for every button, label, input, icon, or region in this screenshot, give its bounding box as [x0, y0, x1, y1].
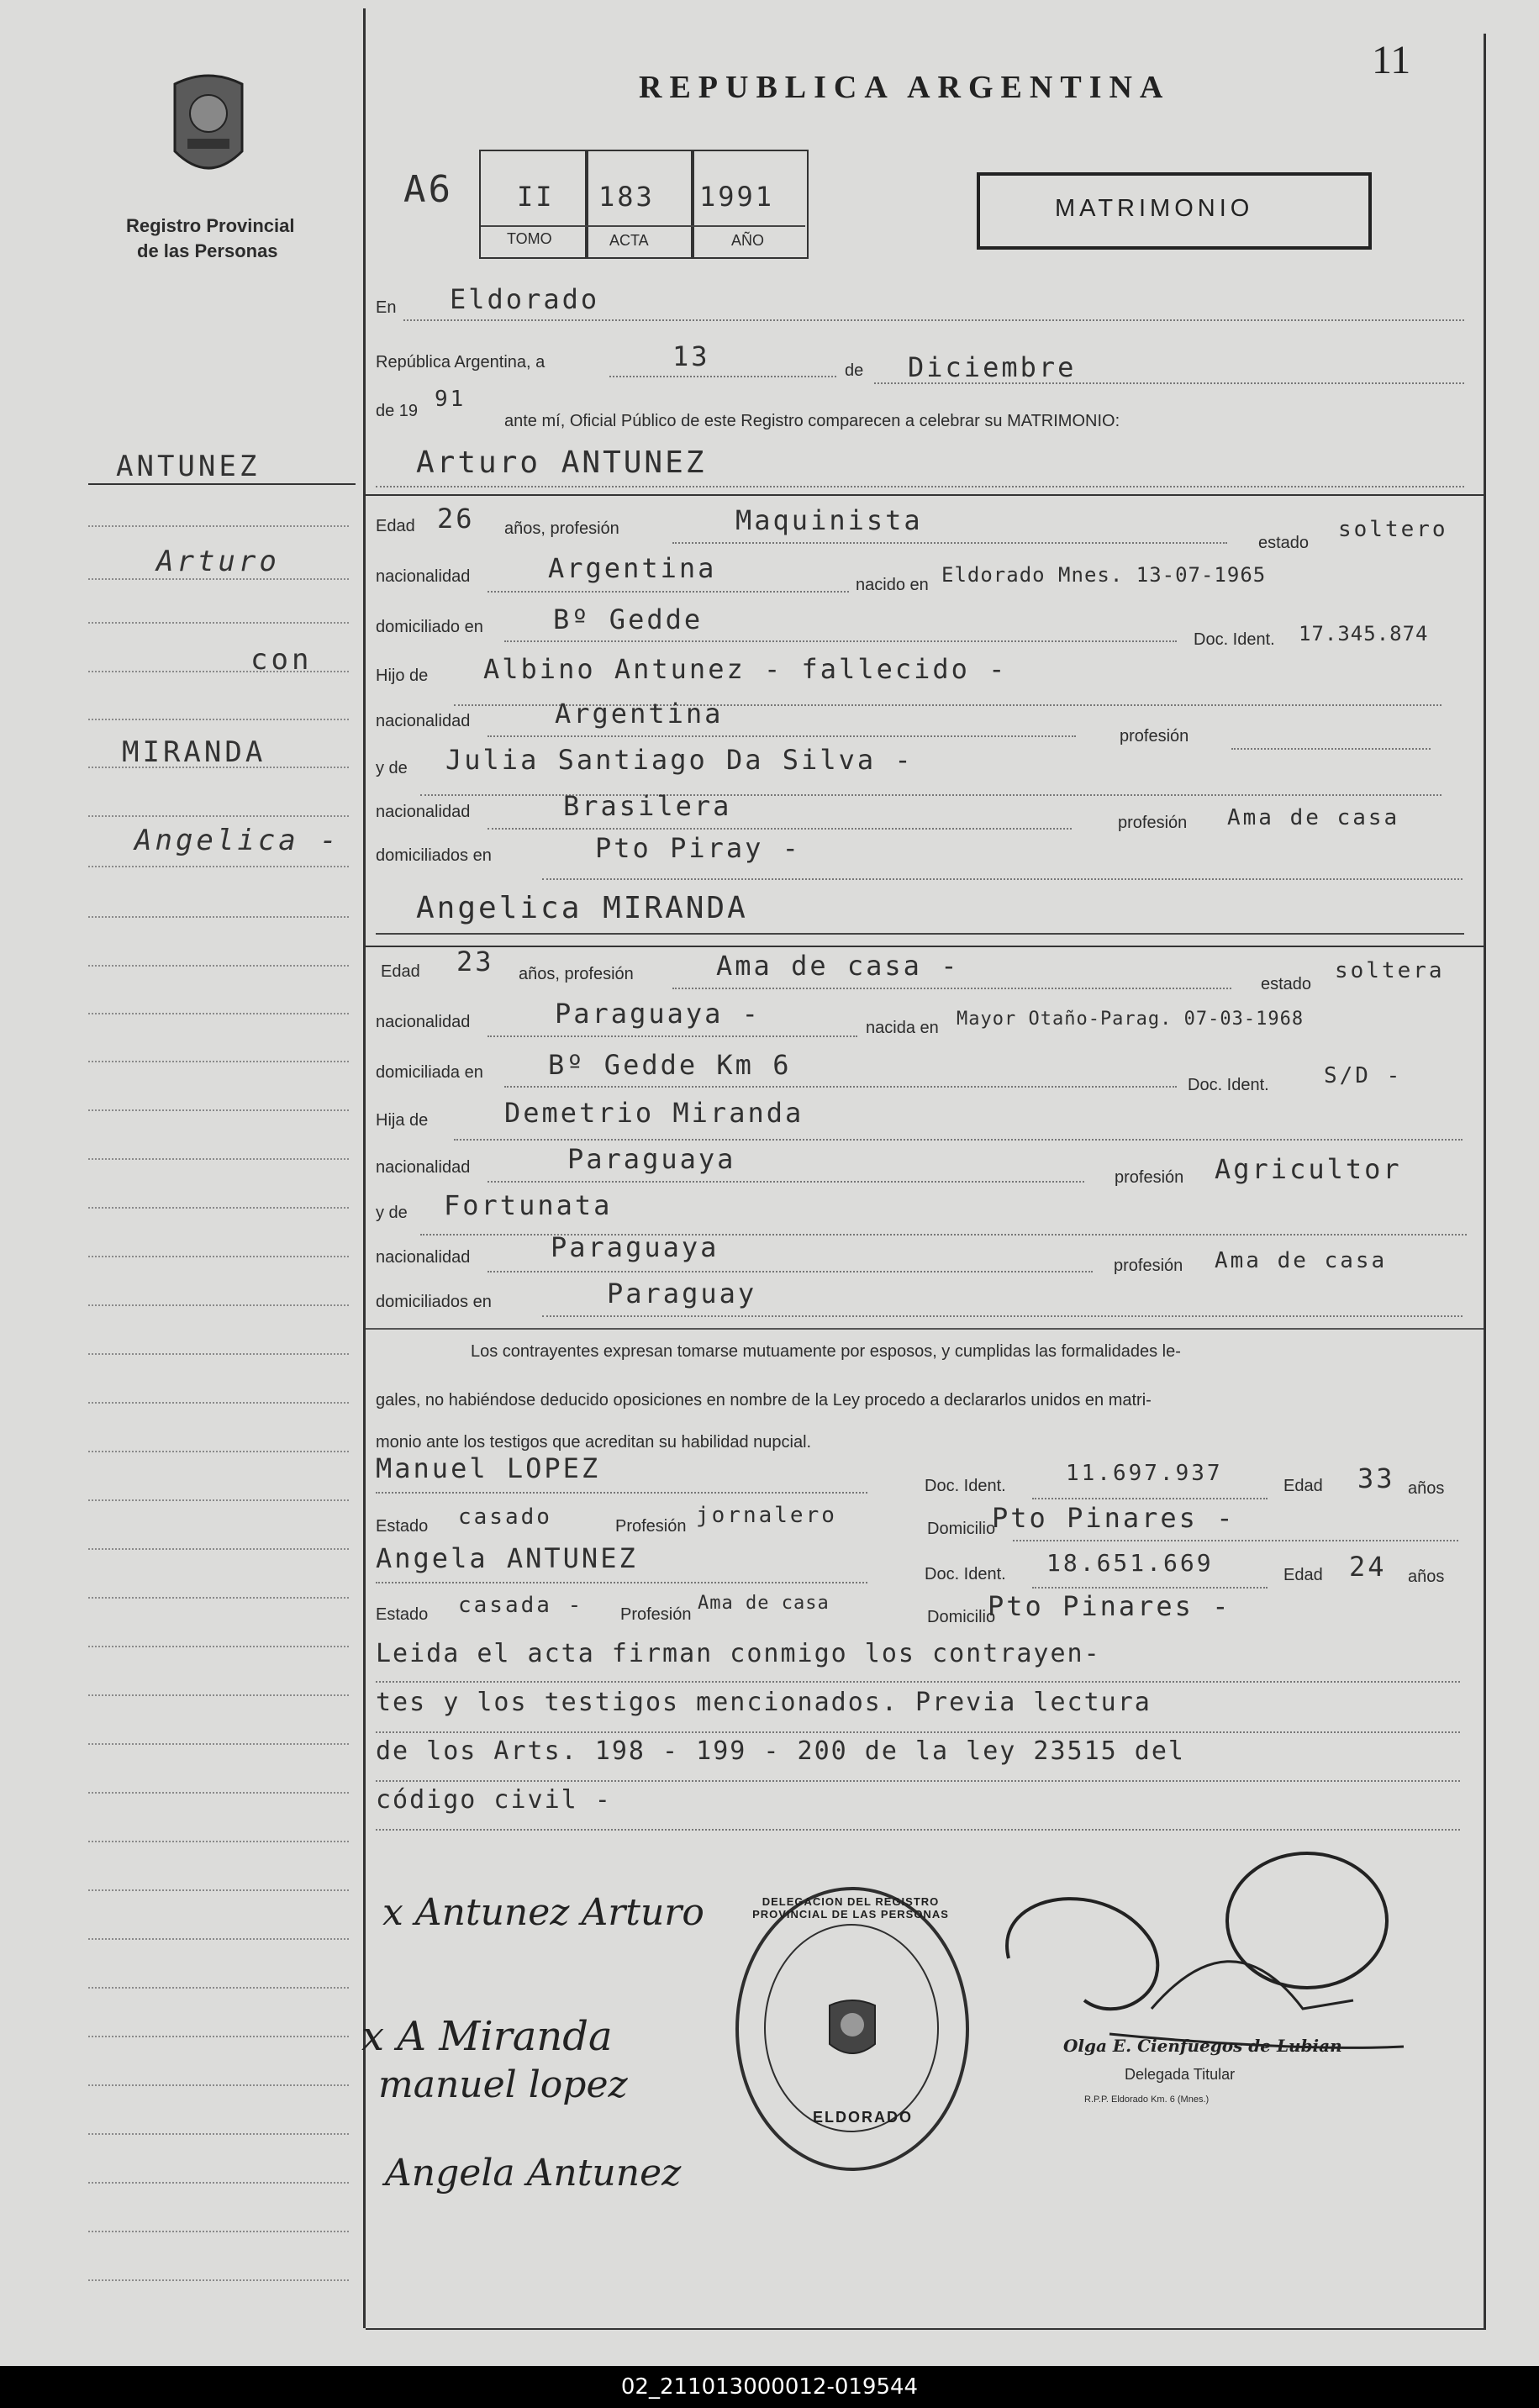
witness1-dom-label: Domicilio [927, 1520, 996, 1538]
seal-text-top: DELEGACION DEL REGISTRO PROVINCIAL DE LAS PERSONAS [752, 1895, 949, 1921]
margin-rule [88, 1743, 349, 1745]
bride-parents-dom-line [542, 1315, 1463, 1317]
bride-age: 23 [456, 946, 494, 977]
witness2-doc: 18.651.669 [1046, 1549, 1214, 1577]
margin-rule [88, 866, 349, 867]
bride-profession-label: años, profesión [519, 965, 634, 983]
witness2-prof: Ama de casa [698, 1593, 830, 1614]
margin-name-groom: Arturo [156, 545, 280, 578]
country-heading: REPUBLICA ARGENTINA [639, 70, 1171, 105]
witness1-doc-line [1032, 1498, 1268, 1499]
day-value: 13 [672, 340, 710, 372]
margin-rule [88, 2036, 349, 2037]
groom-profession-label: años, profesión [504, 519, 619, 538]
year-suffix: 91 [435, 387, 466, 412]
groom-domicile-label: domiciliado en [376, 618, 483, 636]
bride-mother-nat-label: nacionalidad [376, 1248, 471, 1267]
bride-mother-prof-label: profesión [1114, 1257, 1183, 1275]
bride-father-line [454, 1139, 1463, 1141]
signature-groom: x Antunez Arturo [382, 1891, 704, 1934]
bride-nationality-label: nacionalidad [376, 1013, 471, 1031]
witness1-dom-line [1013, 1540, 1458, 1541]
witness1-estado: casado [458, 1504, 552, 1530]
ano-value: 1991 [699, 181, 775, 213]
seal-text-bottom: ELDORADO [813, 2109, 913, 2126]
witness1-estado-label: Estado [376, 1517, 429, 1536]
groom-mother-prof: Ama de casa [1227, 805, 1400, 830]
margin-rule [88, 1256, 349, 1257]
bride-profession: Ama de casa - [716, 950, 960, 982]
margin-rule [88, 1451, 349, 1452]
notes-line2: tes y los testigos mencionados. Previa lectura [376, 1688, 1152, 1717]
margin-rule [88, 1938, 349, 1940]
margin-rule [88, 916, 349, 918]
bride-mother-nat-line [488, 1271, 1093, 1272]
groom-parents-dom: Pto Piray - [595, 832, 801, 864]
bride-parents-dom: Paraguay [607, 1278, 757, 1309]
margin-rule [88, 1792, 349, 1794]
tomo-label: TOMO [507, 230, 552, 247]
official-subtitle: R.P.P. Eldorado Km. 6 (Mnes.) [1084, 2094, 1210, 2105]
bride-estado: soltera [1335, 958, 1445, 983]
witness2-doc-label: Doc. Ident. [925, 1565, 1006, 1583]
right-border [1484, 34, 1486, 2328]
groom-doc-label: Doc. Ident. [1194, 630, 1275, 649]
bride-estado-label: estado [1261, 975, 1312, 993]
witness1-name-line [376, 1492, 867, 1494]
margin-name-bride: Angelica - [134, 824, 340, 857]
official-name: Olga E. Cienfuegos de Lubian [1063, 2036, 1342, 2056]
groom-father-label: Hijo de [376, 667, 429, 685]
groom-estado-label: estado [1258, 534, 1310, 552]
groom-doc: 17.345.874 [1299, 622, 1429, 645]
de-label: de [845, 361, 864, 380]
declaration-line3: monio ante los testigos que acreditan su habilidad nupcial. [376, 1433, 812, 1452]
groom-father-nat-line [488, 735, 1076, 737]
notes-line [376, 1731, 1460, 1733]
groom-father-nat: Argentina [555, 698, 724, 730]
margin-rule [88, 1889, 349, 1891]
margin-rule [88, 1597, 349, 1599]
box-divider [481, 225, 805, 227]
groom-mother: Julia Santiago Da Silva - [445, 744, 914, 776]
bride-birth-label: nacida en [866, 1019, 939, 1037]
bride-mother: Fortunata [444, 1189, 613, 1221]
witness2-edad-label: Edad [1283, 1566, 1323, 1584]
registry-name-line2: de las Personas [137, 240, 278, 261]
groom-section-top [366, 494, 1484, 496]
witness2-estado: casada - [458, 1593, 584, 1618]
bride-father-nat-line [488, 1181, 1084, 1183]
witness2-anos-label: años [1408, 1568, 1445, 1586]
witness1-edad-label: Edad [1283, 1477, 1323, 1495]
bride-birth: Mayor Otaño-Parag. 07-03-1968 [957, 1009, 1304, 1030]
margin-surname-bride: MIRANDA [122, 735, 266, 769]
image-id-footer: 02_211013000012-019544 [0, 2366, 1539, 2408]
margin-rule [88, 1694, 349, 1696]
margin-rule [88, 2084, 349, 2086]
bride-doc: S/D - [1324, 1063, 1403, 1088]
book-prefix: A6 [403, 168, 453, 211]
signature-witness1: manuel lopez [378, 2063, 628, 2106]
margin-rule [88, 1207, 349, 1209]
groom-mother-nat-line [488, 828, 1072, 830]
groom-profession: Maquinista [735, 504, 923, 536]
margin-rule [88, 965, 349, 967]
margin-rule [88, 622, 349, 624]
witness2-dom-label: Domicilio [927, 1608, 996, 1626]
acta-value: 183 [598, 181, 655, 213]
witness2-name-line [376, 1582, 867, 1583]
margin-rule [88, 1841, 349, 1842]
acta-label: ACTA [609, 232, 649, 249]
declaration-line1: Los contrayentes expresan tomarse mutuamente por esposos, y cumplidas las formalidades le- [471, 1342, 1181, 1361]
witness2-prof-label: Profesión [620, 1605, 692, 1624]
margin-rule [88, 1353, 349, 1355]
registry-name-line1: Registro Provincial [126, 215, 295, 236]
groom-mother-label: y de [376, 759, 408, 777]
witness2-estado-label: Estado [376, 1605, 429, 1624]
bride-domicile-line [504, 1086, 1177, 1088]
bride-section-bottom [366, 1328, 1484, 1330]
margin-rule [88, 1548, 349, 1550]
witness1-name: Manuel LOPEZ [376, 1452, 601, 1484]
bride-father-prof: Agricultor [1215, 1153, 1402, 1185]
groom-profession-line [672, 542, 1227, 544]
groom-full-name: Arturo ANTUNEZ [416, 445, 707, 480]
notes-line [376, 1780, 1460, 1782]
groom-domicile: Bº Gedde [553, 603, 704, 635]
margin-underline [88, 483, 356, 485]
groom-father-nat-label: nacionalidad [376, 712, 471, 730]
groom-mother-prof-label: profesión [1118, 814, 1188, 832]
groom-parents-dom-label: domiciliados en [376, 846, 492, 865]
bride-nationality-line [488, 1035, 857, 1037]
page-number: 11 [1372, 38, 1411, 82]
margin-rule [88, 1402, 349, 1404]
act-type-label: MATRIMONIO [1055, 195, 1254, 222]
margin-rule [88, 1304, 349, 1306]
margin-rule [88, 1158, 349, 1160]
bride-domicile-label: domiciliada en [376, 1063, 483, 1082]
margin-rule [88, 815, 349, 817]
bride-domicile: Bº Gedde Km 6 [548, 1049, 792, 1081]
day-line [609, 376, 836, 377]
bride-profession-line [672, 988, 1231, 989]
witness1-doc-label: Doc. Ident. [925, 1477, 1006, 1495]
margin-rule [88, 1013, 349, 1014]
groom-birth-label: nacido en [856, 576, 929, 594]
bride-edad-label: Edad [381, 962, 420, 981]
declaration-line2: gales, no habiéndose deducido oposiciones en nombre de la Ley procedo a declararlos unidos en matri- [376, 1391, 1152, 1409]
place-line [403, 319, 1464, 321]
bride-father: Demetrio Miranda [504, 1097, 804, 1129]
bride-name-line [376, 933, 1464, 935]
bride-section-top [366, 946, 1484, 947]
witness1-prof: jornalero [696, 1503, 837, 1528]
groom-birth: Eldorado Mnes. 13-07-1965 [941, 563, 1267, 587]
bride-father-prof-label: profesión [1115, 1168, 1184, 1187]
margin-rule [88, 2231, 349, 2232]
bride-doc-label: Doc. Ident. [1188, 1076, 1269, 1094]
bride-full-name: Angelica MIRANDA [416, 891, 748, 925]
bride-nationality: Paraguaya - [555, 998, 761, 1030]
place-value: Eldorado [450, 283, 600, 315]
witness1-age: 33 [1357, 1462, 1395, 1494]
provincial-emblem-icon [166, 67, 250, 185]
groom-father-prof-line [1231, 748, 1431, 750]
groom-father: Albino Antunez - fallecido - [483, 653, 1008, 685]
notes-line1: Leida el acta firman conmigo los contrayen- [376, 1639, 1101, 1668]
margin-rule [88, 1109, 349, 1111]
month-value: Diciembre [908, 351, 1077, 383]
groom-age: 26 [437, 503, 475, 535]
groom-parents-dom-line [542, 878, 1463, 880]
ano-label: AÑO [731, 232, 765, 249]
margin-connector: con [250, 643, 313, 677]
margin-rule [88, 719, 349, 720]
seal-emblem-icon [823, 1995, 882, 2063]
margin-rule [88, 1646, 349, 1647]
groom-domicile-line [504, 640, 1177, 642]
intro-statement: ante mí, Oficial Público de este Registro comparecen a celebrar su MATRIMONIO: [504, 412, 1120, 430]
groom-nationality-label: nacionalidad [376, 567, 471, 586]
notes-line [376, 1681, 1460, 1683]
groom-father-prof-label: profesión [1120, 727, 1189, 746]
witness1-dom: Pto Pinares - [992, 1502, 1236, 1534]
bride-father-nat: Paraguaya [567, 1143, 736, 1175]
margin-rule [88, 2182, 349, 2184]
witness2-dom: Pto Pinares - [988, 1590, 1231, 1622]
margin-rule [88, 1499, 349, 1501]
left-margin-border [363, 8, 366, 2328]
margin-rule [88, 2133, 349, 2135]
groom-nationality: Argentina [548, 552, 717, 584]
witness2-age: 24 [1349, 1551, 1387, 1583]
bride-father-label: Hija de [376, 1111, 429, 1130]
tomo-value: II [517, 181, 555, 213]
groom-nationality-line [488, 591, 849, 593]
official-seal [735, 1887, 969, 2171]
official-title: Delegada Titular [1125, 2066, 1236, 2083]
margin-rule [88, 525, 349, 527]
margin-surname-groom: ANTUNEZ [116, 450, 261, 483]
bride-mother-prof: Ama de casa [1215, 1248, 1388, 1273]
groom-estado: soltero [1338, 517, 1448, 542]
bride-mother-nat: Paraguaya [551, 1231, 719, 1263]
signature-bride: x A Miranda [361, 2013, 613, 2060]
margin-rule [88, 2279, 349, 2281]
bride-mother-label: y de [376, 1204, 408, 1222]
margin-rule [88, 1987, 349, 1989]
signature-witness2: Angela Antunez [385, 2152, 682, 2195]
witness1-doc: 11.697.937 [1066, 1461, 1223, 1486]
groom-name-line [376, 486, 1464, 487]
en-label: En [376, 298, 397, 317]
bride-parents-dom-label: domiciliados en [376, 1293, 492, 1311]
notes-line3: de los Arts. 198 - 199 - 200 de la ley 23515 del [376, 1736, 1185, 1766]
witness2-name: Angela ANTUNEZ [376, 1542, 638, 1574]
margin-rule [88, 1061, 349, 1062]
margin-rule [88, 578, 349, 580]
witness1-anos-label: años [1408, 1479, 1445, 1498]
witness2-doc-line [1032, 1587, 1268, 1589]
notes-line4: código civil - [376, 1785, 612, 1815]
page-bottom-line [366, 2328, 1486, 2330]
bride-father-nat-label: nacionalidad [376, 1158, 471, 1177]
groom-mother-nat-label: nacionalidad [376, 803, 471, 821]
witness1-prof-label: Profesión [615, 1517, 687, 1536]
groom-edad-label: Edad [376, 517, 415, 535]
groom-mother-nat: Brasilera [563, 790, 732, 822]
notes-line [376, 1829, 1460, 1831]
year-prefix: de 19 [376, 402, 419, 420]
republic-label: República Argentina, a [376, 353, 546, 371]
